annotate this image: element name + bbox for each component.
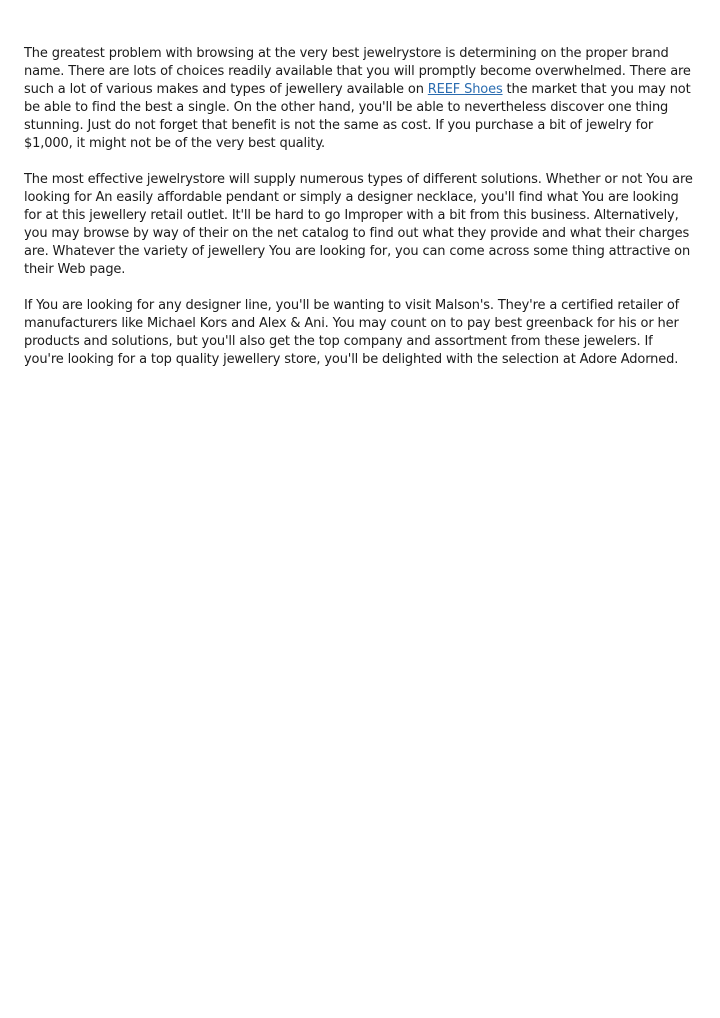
paragraph-1-text-start: The greatest problem with browsing at the very best jewelrystore is determining on the proper brand name. There are lots of choices readily available that you will promptly become overwhelmed. There are such a lot of various makes and types of jewellery available on bbox=[24, 46, 691, 97]
paragraph-3: If You are looking for any designer line, you'll be wanting to visit Malson's. They're a certified retailer of manufacturers like Michael Kors and Alex & Ani. You may count on to pay best greenback for his or her products and solutions, but you'll also get the top company and assortment from these jewelers. If you're looking for a top quality jewellery store, you'll be delighted with the selection at Adore Adorned. bbox=[24, 298, 680, 367]
paragraph-1-text-end: the market that you may not be able to find the best a single. On the other hand, you'll be able to nevertheless discover one thing stunning. Just do not forget that benefit is not the same as cost. If you purchase a bit of jewelry for $1,000, it might not be of the very best quality. bbox=[24, 82, 691, 151]
document-body bbox=[24, 45, 696, 387]
paragraph-2: The most effective jewelrystore will supply numerous types of different solutions. Whether or not You are looking for An easily affordable pendant or simply a designer necklace, you'll find what You are looking for at this jewellery retail outlet. It'll be hard to go Improper with a bit from this business. Alternatively, you may browse by way of their on the net catalog to find out what they provide and what their charges are. Whatever the variety of jewellery You are looking for, you can come across some thing attractive on their Web page. bbox=[24, 172, 693, 277]
paragraph-1 bbox=[24, 45, 696, 153]
reef-shoes-link[interactable]: REEF Shoes bbox=[427, 82, 503, 97]
